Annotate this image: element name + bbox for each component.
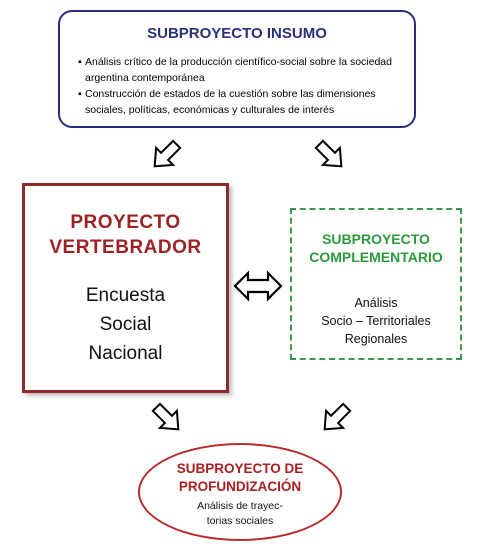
subproyecto-insumo-box [58,10,416,128]
profundizacion-body-line2: torias sociales [206,515,274,527]
vertebrador-title-line2: VERTEBRADOR [49,237,202,258]
profundizacion-body-line1: Análisis de trayec- [197,500,283,512]
complementario-title [292,230,460,266]
insumo-item-2 [78,86,408,118]
profundizacion-title-line2: PROFUNDIZACIÓN [178,479,302,494]
arrow-down-right-icon [306,135,354,177]
complementario-body-line2: Socio – Territoriales [321,314,431,328]
arrow-down-left-icon [140,135,188,177]
vertebrador-body-line2: Social [99,314,152,335]
complementario-body-line1: Análisis [354,296,398,310]
insumo-item-1-text: Análisis crítico de la producción científico-social sobre la sociedad argentina contemporánea [85,56,392,84]
insumo-list [78,54,408,118]
bullet-icon: ▪ [78,56,82,68]
profundizacion-title [140,460,340,496]
vertebrador-title [25,210,226,260]
complementario-title-line1: SUBPROYECTO [322,231,430,247]
proyecto-vertebrador-box [22,183,229,393]
insumo-title: SUBPROYECTO INSUMO [147,25,327,42]
subproyecto-profundizacion-ellipse [138,443,342,541]
complementario-body-line3: Regionales [344,332,408,346]
insumo-item-2-text: Construcción de estados de la cuestión sobre las dimensiones sociales, políticas, económicas y culturales de interés [85,88,376,116]
bullet-icon: ▪ [78,88,82,100]
arrow-down-left-icon [310,398,358,440]
complementario-body [292,294,460,348]
profundizacion-title-line1: SUBPROYECTO DE [176,461,304,476]
arrow-down-right-icon [143,398,191,440]
insumo-item-1 [78,54,408,86]
vertebrador-title-line1: PROYECTO [70,212,181,233]
complementario-title-line2: COMPLEMENTARIO [309,249,443,265]
vertebrador-body [25,281,226,368]
double-arrow-icon [232,268,284,304]
vertebrador-body-line1: Encuesta [85,285,166,306]
profundizacion-body [140,499,340,529]
vertebrador-body-line3: Nacional [88,343,163,364]
subproyecto-complementario-box [290,208,462,360]
